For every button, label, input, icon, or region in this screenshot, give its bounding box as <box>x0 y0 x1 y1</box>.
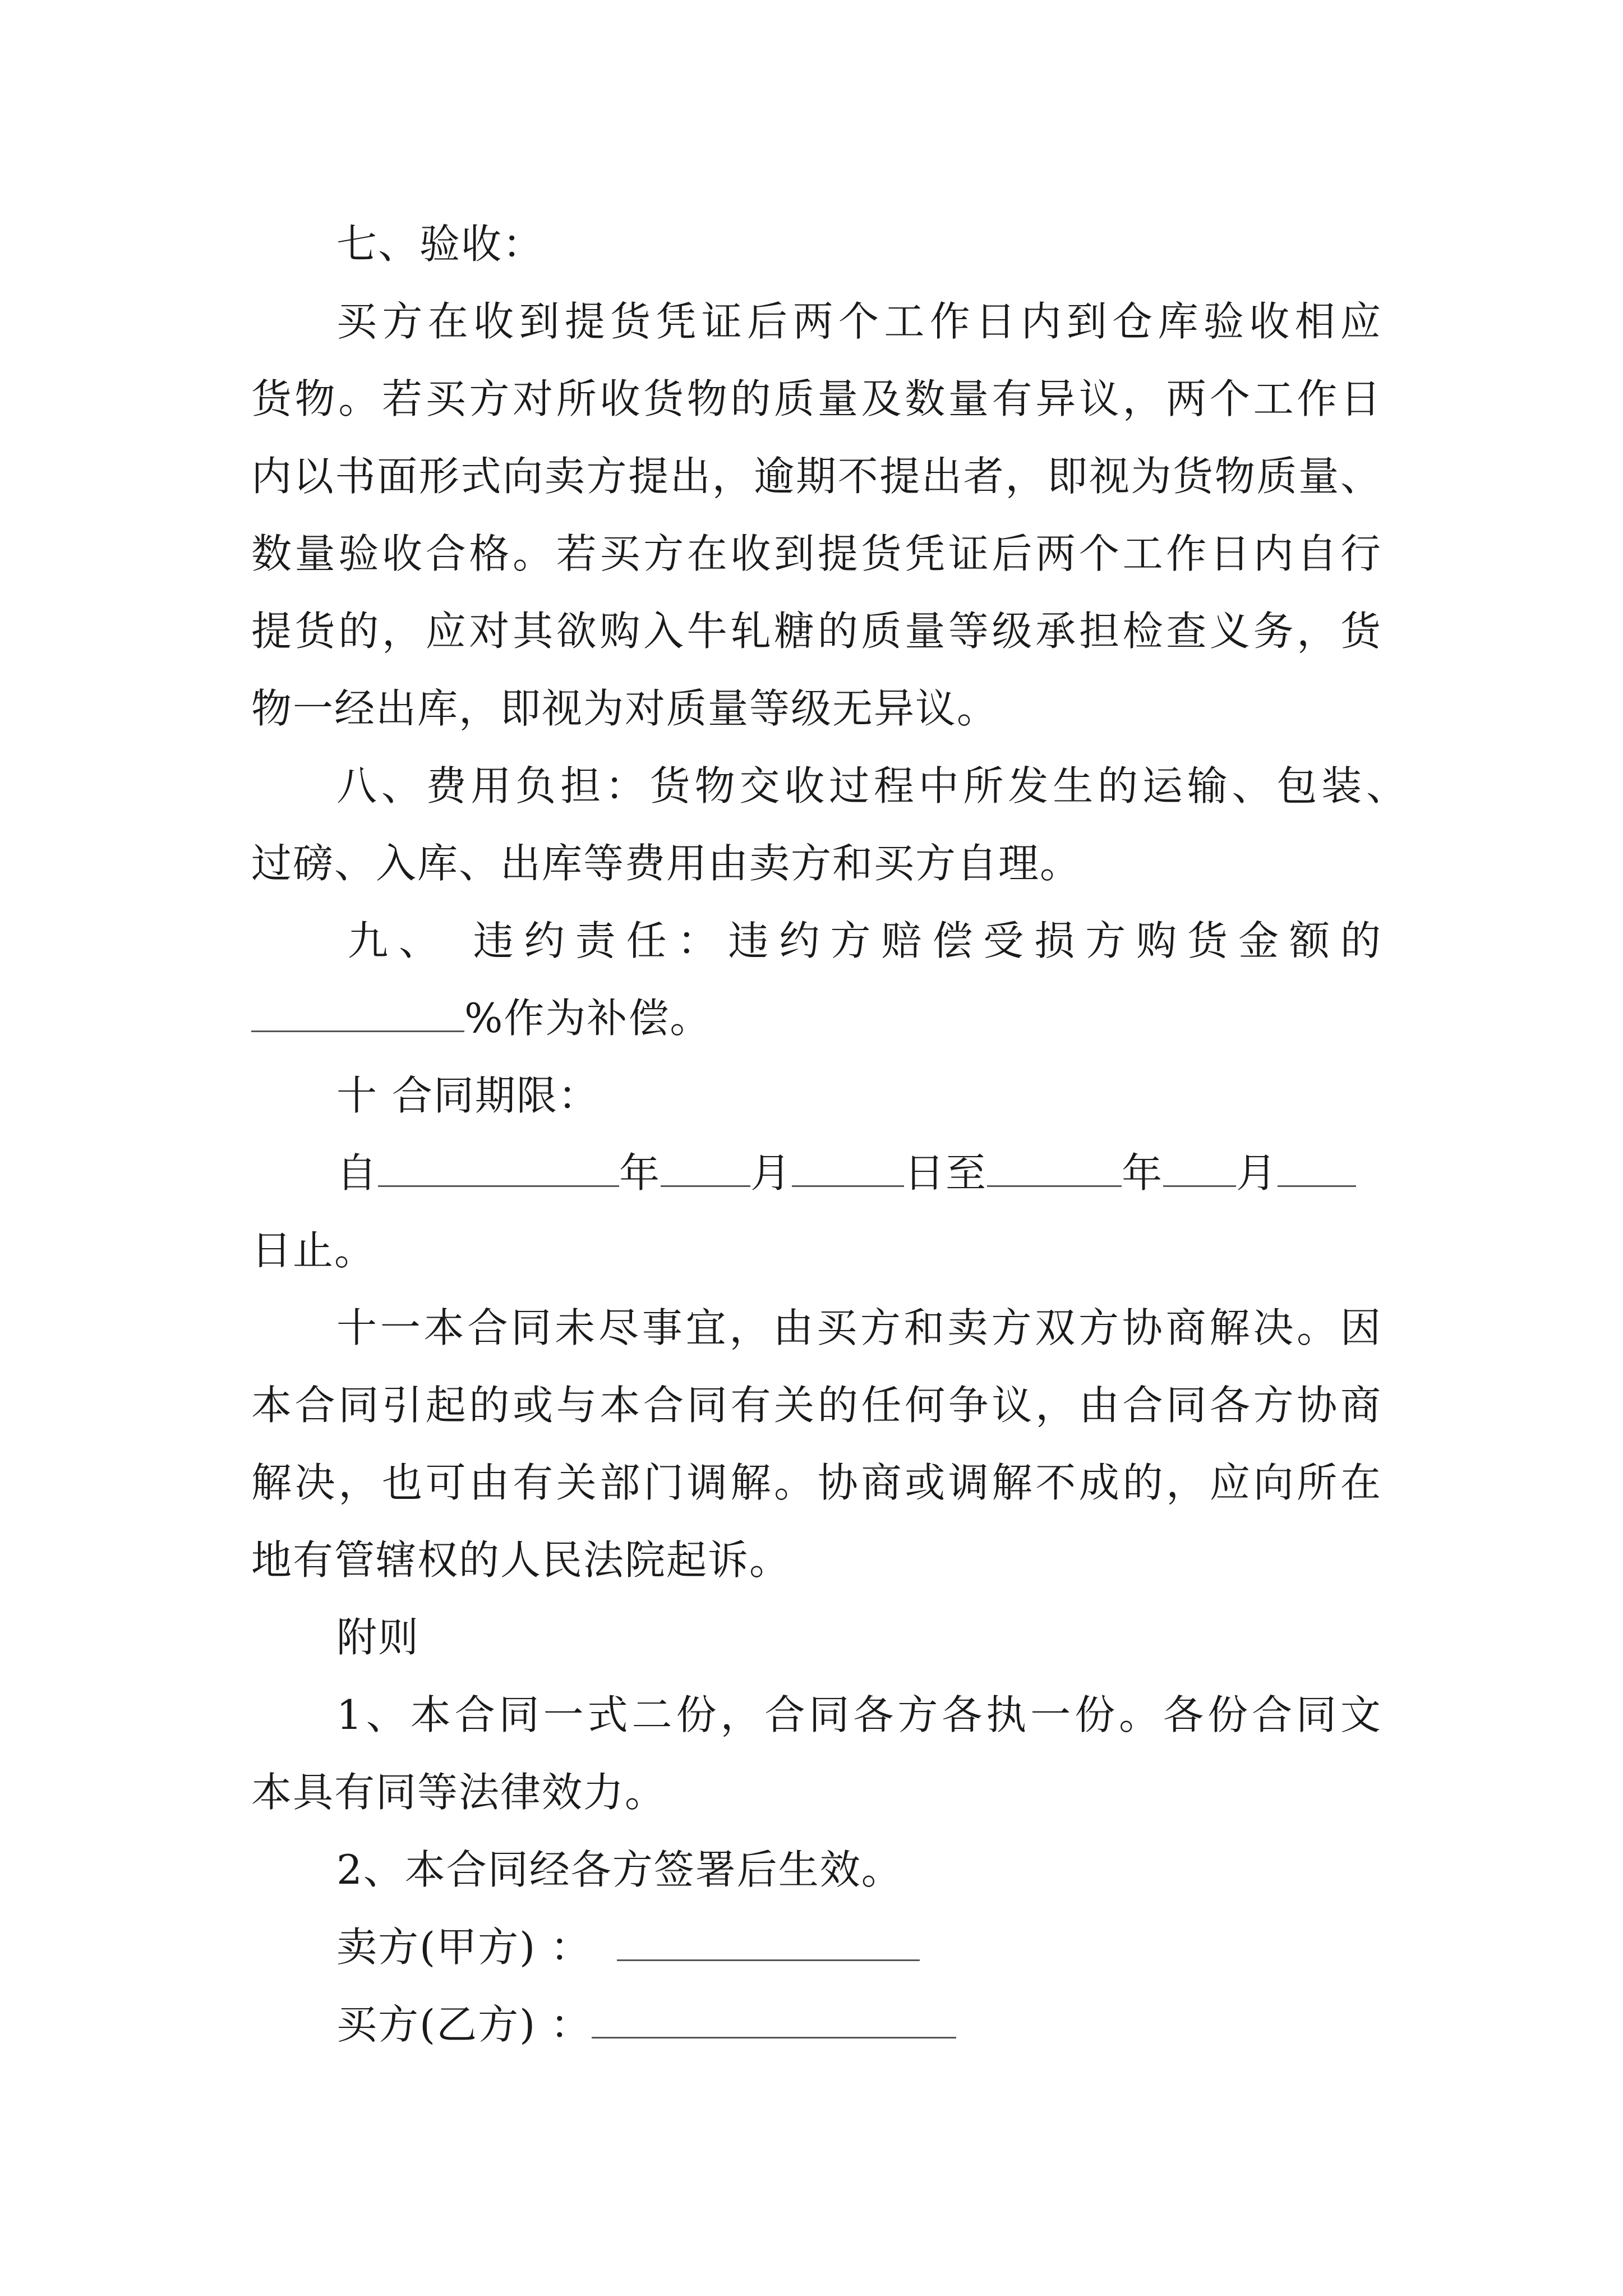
end-day-blank <box>1278 1146 1356 1187</box>
start-year-label: 年 <box>619 1149 661 1197</box>
section10-end: 日止。 <box>251 1227 376 1274</box>
end-month-label: 月 <box>1236 1149 1278 1197</box>
section7-line4: 数量验收合格。若买方在收到提货凭证后两个工作日内自行 <box>251 530 1382 577</box>
section7-line6: 物一经出库，即视为对质量等级无异议。 <box>251 685 999 732</box>
section7-line2: 货物。若买方对所收货物的质量及数量有异议，两个工作日 <box>251 375 1382 422</box>
section7-line5: 提货的，应对其欲购入牛轧糖的质量等级承担检查义务，货 <box>251 608 1382 655</box>
appendix-item1-line1: 1、本合同一式二份，合同各方各执一份。各份合同文 <box>336 1691 1382 1738</box>
section11-line3: 解决，也可由有关部门调解。协商或调解不成的，应向所在 <box>251 1459 1382 1506</box>
section7-line1: 买方在收到提货凭证后两个工作日内到仓库验收相应 <box>336 298 1382 345</box>
section9-line1: 九、 违约责任：违约方赔偿受损方购货金额的 <box>348 917 1382 964</box>
end-year-blank <box>987 1146 1122 1187</box>
section7-line3: 内以书面形式向卖方提出，逾期不提出者，即视为货物质量、 <box>251 453 1382 500</box>
seller-label: 卖方(甲方) ： <box>336 1924 592 1971</box>
section10-heading: 十 合同期限： <box>336 1072 600 1119</box>
buyer-signature-line <box>336 1996 956 2053</box>
seller-signature-line <box>336 1919 920 1975</box>
section7-heading: 七、验收： <box>336 220 545 268</box>
date-from-label: 自 <box>336 1149 379 1197</box>
compensation-percent-blank <box>251 991 464 1032</box>
start-day-blank <box>792 1146 904 1187</box>
start-day-to-label: 日至 <box>904 1149 988 1197</box>
appendix-item1-line2: 本具有同等法律效力。 <box>251 1769 667 1816</box>
section10-date-line <box>336 1145 1356 1201</box>
buyer-label: 买方(乙方) ： <box>336 2001 592 2048</box>
section9-suffix: %作为补偿。 <box>464 995 712 1042</box>
section11-line1: 十一本合同未尽事宜，由买方和卖方双方协商解决。因 <box>336 1304 1382 1351</box>
section9-line2 <box>251 990 711 1046</box>
appendix-item2: 2、本合同经各方签署后生效。 <box>336 1846 903 1893</box>
section11-line4: 地有管辖权的人民法院起诉。 <box>251 1536 791 1584</box>
start-year-blank <box>378 1146 619 1187</box>
section8-line2: 过磅、入库、出库等费用由卖方和买方自理。 <box>251 840 1082 887</box>
seller-signature-blank <box>617 1920 920 1961</box>
end-month-blank <box>1163 1146 1236 1187</box>
appendix-heading: 附则 <box>336 1614 420 1661</box>
buyer-signature-blank <box>592 1998 956 2039</box>
section8-line1: 八、费用负担：货物交收过程中所发生的运输、包装、 <box>336 762 1408 809</box>
start-month-label: 月 <box>750 1149 792 1197</box>
end-year-label: 年 <box>1122 1149 1164 1197</box>
section11-line2: 本合同引起的或与本合同有关的任何争议，由合同各方协商 <box>251 1382 1382 1429</box>
start-month-blank <box>661 1146 750 1187</box>
